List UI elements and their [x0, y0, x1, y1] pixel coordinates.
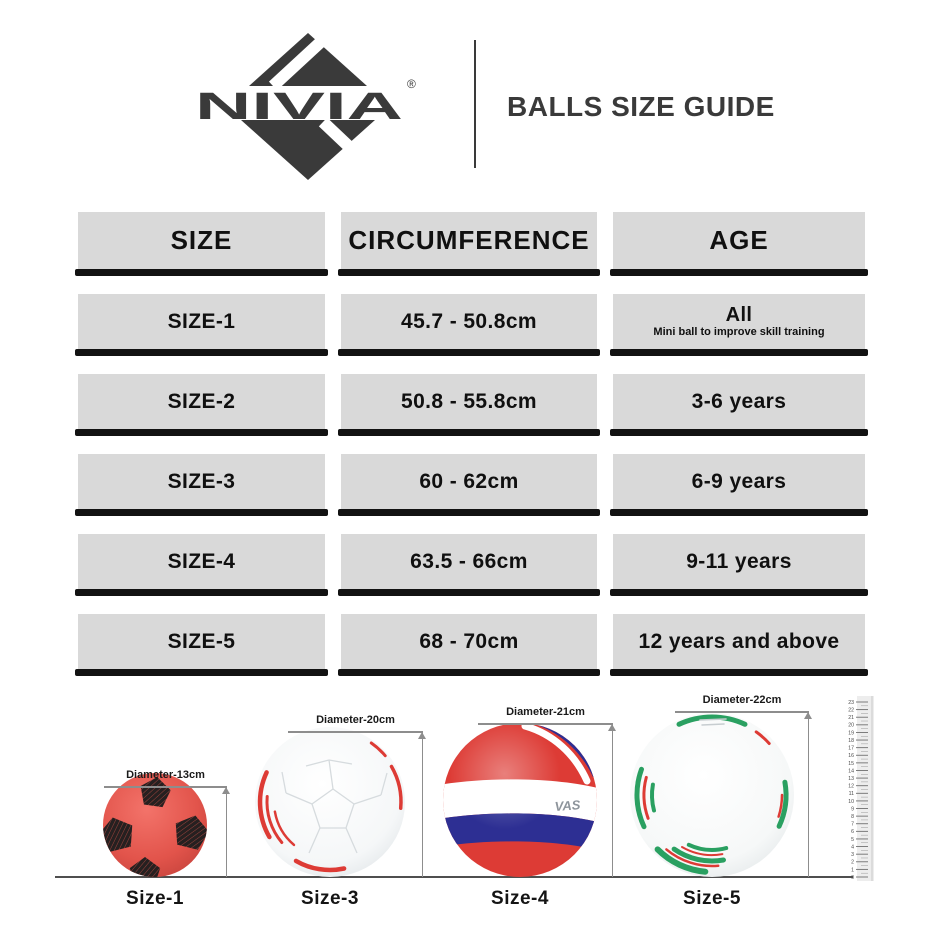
col-header-circumference: CIRCUMFERENCE [341, 212, 597, 269]
table-row-5-circumference: 68 - 70cm [341, 614, 597, 669]
ball-label-size-3: Size-3 [301, 888, 359, 909]
svg-text:8: 8 [851, 814, 854, 821]
diameter-label: Diameter-20cm [316, 714, 395, 726]
measure-hline [288, 731, 423, 733]
table-row-5-age: 12 years and above [613, 614, 865, 669]
table-row-2-circumference: 50.8 - 55.8cm [341, 374, 597, 429]
svg-text:10: 10 [848, 798, 854, 805]
col-header-age: AGE [613, 212, 865, 269]
measure-hline [478, 723, 613, 725]
measure-hline [675, 711, 809, 713]
logo-brand-text: NIVIA [195, 86, 403, 128]
svg-text:6: 6 [851, 829, 854, 836]
size-table [78, 212, 865, 669]
measure-size-4 [478, 706, 613, 877]
ball-label-size-5: Size-5 [683, 888, 741, 909]
table-row-4-age: 9-11 years [613, 534, 865, 589]
measure-size-1 [104, 769, 227, 877]
measure-hline [104, 786, 227, 788]
svg-text:22: 22 [848, 707, 854, 714]
svg-text:7: 7 [851, 821, 854, 828]
svg-text:2: 2 [851, 859, 854, 866]
table-row-3-size: SIZE-3 [78, 454, 325, 509]
diameter-label: Diameter-13cm [126, 769, 205, 781]
svg-text:18: 18 [848, 737, 854, 744]
diameter-label: Diameter-22cm [702, 694, 782, 706]
table-row-1-size: SIZE-1 [78, 294, 325, 349]
svg-text:5: 5 [851, 836, 854, 843]
table-row-3-age: 6-9 years [613, 454, 865, 509]
svg-text:13: 13 [848, 775, 854, 782]
table-row-3-circumference: 60 - 62cm [341, 454, 597, 509]
nivia-logo [185, 30, 425, 182]
svg-text:17: 17 [848, 745, 854, 752]
age-value: All [725, 304, 753, 327]
svg-text:3: 3 [851, 852, 854, 859]
table-row-2-age: 3-6 years [613, 374, 865, 429]
svg-text:16: 16 [848, 753, 854, 760]
svg-text:11: 11 [848, 791, 854, 798]
header-divider [474, 40, 476, 168]
table-row-4-circumference: 63.5 - 66cm [341, 534, 597, 589]
svg-text:15: 15 [848, 760, 854, 767]
measure-size-3 [288, 714, 423, 877]
svg-text:19: 19 [848, 730, 854, 737]
svg-text:21: 21 [848, 715, 854, 722]
ball-label-size-1: Size-1 [126, 888, 184, 909]
measure-vline-arrow [612, 723, 614, 877]
table-row-1-circumference: 45.7 - 50.8cm [341, 294, 597, 349]
page-title: BALLS SIZE GUIDE [507, 91, 775, 122]
svg-text:20: 20 [848, 722, 854, 729]
measure-size-5 [675, 694, 809, 877]
registered-mark: ® [407, 77, 416, 91]
svg-text:0: 0 [851, 874, 854, 881]
measure-vline-arrow [226, 786, 228, 877]
svg-text:12: 12 [848, 783, 854, 790]
col-header-size: SIZE [78, 212, 325, 269]
table-row-2-size: SIZE-2 [78, 374, 325, 429]
measure-vline-arrow [422, 731, 424, 877]
svg-text:4: 4 [851, 844, 854, 851]
table-row-1-age [613, 294, 865, 349]
age-note: Mini ball to improve skill training [653, 326, 825, 339]
measure-vline-arrow [808, 711, 810, 877]
svg-text:14: 14 [848, 768, 854, 775]
ruler-scale [844, 692, 878, 884]
diameter-label: Diameter-21cm [506, 706, 585, 718]
table-row-5-size: SIZE-5 [78, 614, 325, 669]
ruler-strip [857, 696, 874, 881]
svg-text:1: 1 [851, 867, 854, 874]
table-row-4-size: SIZE-4 [78, 534, 325, 589]
svg-text:23: 23 [848, 699, 854, 706]
svg-text:9: 9 [851, 806, 854, 813]
ball-label-size-4: Size-4 [491, 888, 549, 909]
